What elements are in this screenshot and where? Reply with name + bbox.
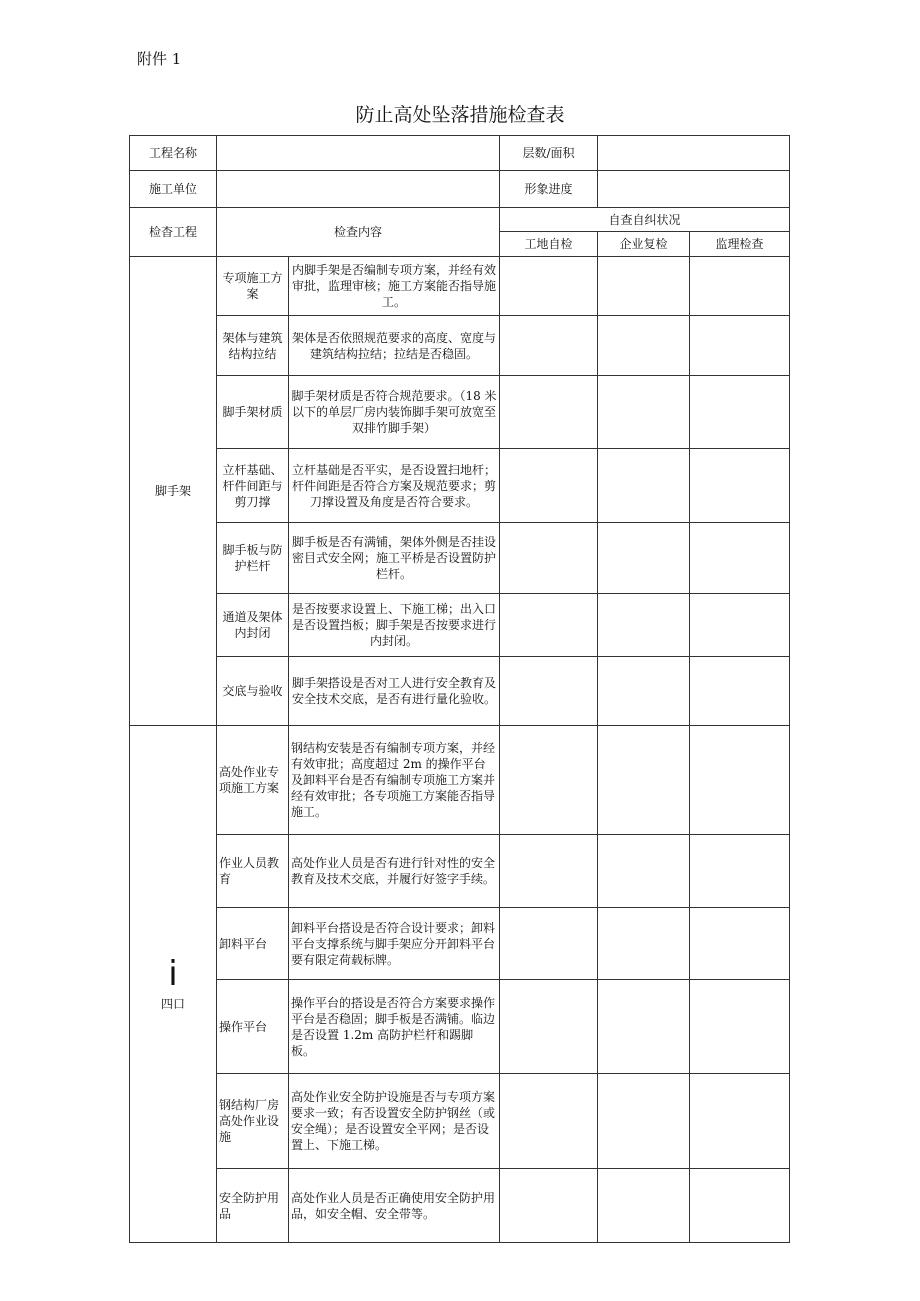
- company-review-header: 企业复检: [598, 232, 690, 257]
- supervision-cell[interactable]: [690, 908, 790, 980]
- section-four-openings-label: 四口: [160, 997, 185, 1011]
- site-check-cell[interactable]: [500, 1169, 598, 1243]
- supervision-cell[interactable]: [690, 376, 790, 449]
- item-cell: 脚手架材质: [217, 376, 289, 449]
- content-cell: 高处作业安全防护设施是否与专项方案要求一致；有否设置安全防护钢丝（或安全绳）；是否设置安全平网；是否设置上、下施工梯。: [289, 1074, 500, 1169]
- site-check-header: 工地自检: [500, 232, 598, 257]
- company-review-cell[interactable]: [598, 657, 690, 726]
- company-review-cell[interactable]: [598, 257, 690, 316]
- content-cell: 是否按要求设置上、下施工梯；出入口是否设置挡板；脚手架是否按要求进行内封闭。: [289, 594, 500, 657]
- section-four-openings: [130, 726, 217, 1243]
- project-name-label: 工程名称: [130, 136, 217, 171]
- supervision-cell[interactable]: [690, 316, 790, 376]
- supervision-cell[interactable]: [690, 835, 790, 908]
- content-cell: 高处作业人员是否有进行针对性的安全教育及技术交底，并履行好签字手续。: [289, 835, 500, 908]
- site-check-cell[interactable]: [500, 257, 598, 316]
- supervision-cell[interactable]: [690, 257, 790, 316]
- item-cell: 钢结构厂房高处作业设施: [217, 1074, 289, 1169]
- content-cell: 高处作业人员是否正确使用安全防护用品，如安全帽、安全带等。: [289, 1169, 500, 1243]
- site-check-cell[interactable]: [500, 726, 598, 835]
- company-review-cell[interactable]: [598, 1169, 690, 1243]
- item-cell: 作业人员教育: [217, 835, 289, 908]
- section-scaffold: [130, 257, 217, 726]
- content-cell: 脚手板是否有满铺，架体外侧是否挂设密目式安全网；施工平桥是否设置防护栏杆。: [289, 523, 500, 594]
- section-scaffold-label: 脚手架: [154, 484, 191, 498]
- supervision-cell[interactable]: [690, 657, 790, 726]
- site-check-cell[interactable]: [500, 523, 598, 594]
- content-cell: 架体是否依照规范要求的高度、宽度与建筑结构拉结；拉结是否稳固。: [289, 316, 500, 376]
- supervision-cell[interactable]: [690, 1074, 790, 1169]
- company-review-cell[interactable]: [598, 523, 690, 594]
- supervision-cell[interactable]: [690, 1169, 790, 1243]
- attachment-label: 附件 1: [137, 50, 182, 68]
- progress-label: 形象进度: [500, 171, 598, 208]
- company-review-cell[interactable]: [598, 449, 690, 523]
- company-review-cell[interactable]: [598, 980, 690, 1074]
- item-cell: 架体与建筑结构拉结: [217, 316, 289, 376]
- item-cell: 卸料平台: [217, 908, 289, 980]
- contractor-label: 施工单位: [130, 171, 217, 208]
- content-cell: 卸料平台搭设是否符合设计要求；卸料平台支撑系统与脚手架应分开卸料平台要有限定荷载标牌。: [289, 908, 500, 980]
- company-review-cell[interactable]: [598, 835, 690, 908]
- company-review-cell[interactable]: [598, 1074, 690, 1169]
- item-cell: 立杆基础、杆件间距与剪刀撑: [217, 449, 289, 523]
- supervision-cell[interactable]: [690, 523, 790, 594]
- project-name-cell[interactable]: [217, 136, 500, 171]
- site-check-cell[interactable]: [500, 1074, 598, 1169]
- contractor-cell[interactable]: [217, 171, 500, 208]
- company-review-cell[interactable]: [598, 376, 690, 449]
- supervision-cell[interactable]: [690, 726, 790, 835]
- company-review-cell[interactable]: [598, 594, 690, 657]
- content-cell: 脚手架搭设是否对工人进行安全教育及安全技术交底，是否有进行量化验收。: [289, 657, 500, 726]
- item-cell: 安全防护用品: [217, 1169, 289, 1243]
- item-cell: 高处作业专项施工方案: [217, 726, 289, 835]
- supervision-cell[interactable]: [690, 594, 790, 657]
- item-cell: 脚手板与防护栏杆: [217, 523, 289, 594]
- progress-cell[interactable]: [598, 171, 790, 208]
- site-check-cell[interactable]: [500, 657, 598, 726]
- company-review-cell[interactable]: [598, 726, 690, 835]
- check-content-header: 检查内容: [217, 208, 500, 257]
- site-check-cell[interactable]: [500, 376, 598, 449]
- content-cell: 立杆基础是否平实，是否设置扫地杆；杆件间距是否符合方案及规范要求；剪刀撑设置及角度是否符合要求。: [289, 449, 500, 523]
- item-cell: 交底与验收: [217, 657, 289, 726]
- floors-area-label: 层数/面积: [500, 136, 598, 171]
- site-check-cell[interactable]: [500, 908, 598, 980]
- item-cell: 专项施工方案: [217, 257, 289, 316]
- content-cell: 操作平台的搭设是否符合方案要求操作平台是否稳固；脚手板是否满铺。临边是否设置 1.2m 高防护栏杆和踢脚板。: [289, 980, 500, 1074]
- floors-area-cell[interactable]: [598, 136, 790, 171]
- company-review-cell[interactable]: [598, 908, 690, 980]
- check-item-header: 检杳工程: [130, 208, 217, 257]
- site-check-cell[interactable]: [500, 316, 598, 376]
- supervision-cell[interactable]: [690, 980, 790, 1074]
- site-check-cell[interactable]: [500, 835, 598, 908]
- item-cell: 通道及架体内封闭: [217, 594, 289, 657]
- content-cell: 内脚手架是否编制专项方案，并经有效审批，监理审核；施工方案能否指导施工。: [289, 257, 500, 316]
- section-glyph: i: [168, 954, 178, 994]
- inspection-table: [129, 135, 790, 1243]
- site-check-cell[interactable]: [500, 449, 598, 523]
- item-cell: 操作平台: [217, 980, 289, 1074]
- supervision-header: 监理检查: [690, 232, 790, 257]
- site-check-cell[interactable]: [500, 594, 598, 657]
- content-cell: 脚手架材质是否符合规范要求。（18 米以下的单层厂房内装饰脚手架可放宽至双排竹脚手架）: [289, 376, 500, 449]
- page-title: 防止高处坠落措施检查表: [355, 104, 565, 126]
- site-check-cell[interactable]: [500, 980, 598, 1074]
- self-check-group-header: 自查自纠状况: [500, 208, 790, 232]
- company-review-cell[interactable]: [598, 316, 690, 376]
- content-cell: 钢结构安装是否有编制专项方案，并经有效审批；高度超过 2m 的操作平台及卸料平台是否有编制专项施工方案并经有效审批；各专项施工方案能否指导施工。: [289, 726, 500, 835]
- supervision-cell[interactable]: [690, 449, 790, 523]
